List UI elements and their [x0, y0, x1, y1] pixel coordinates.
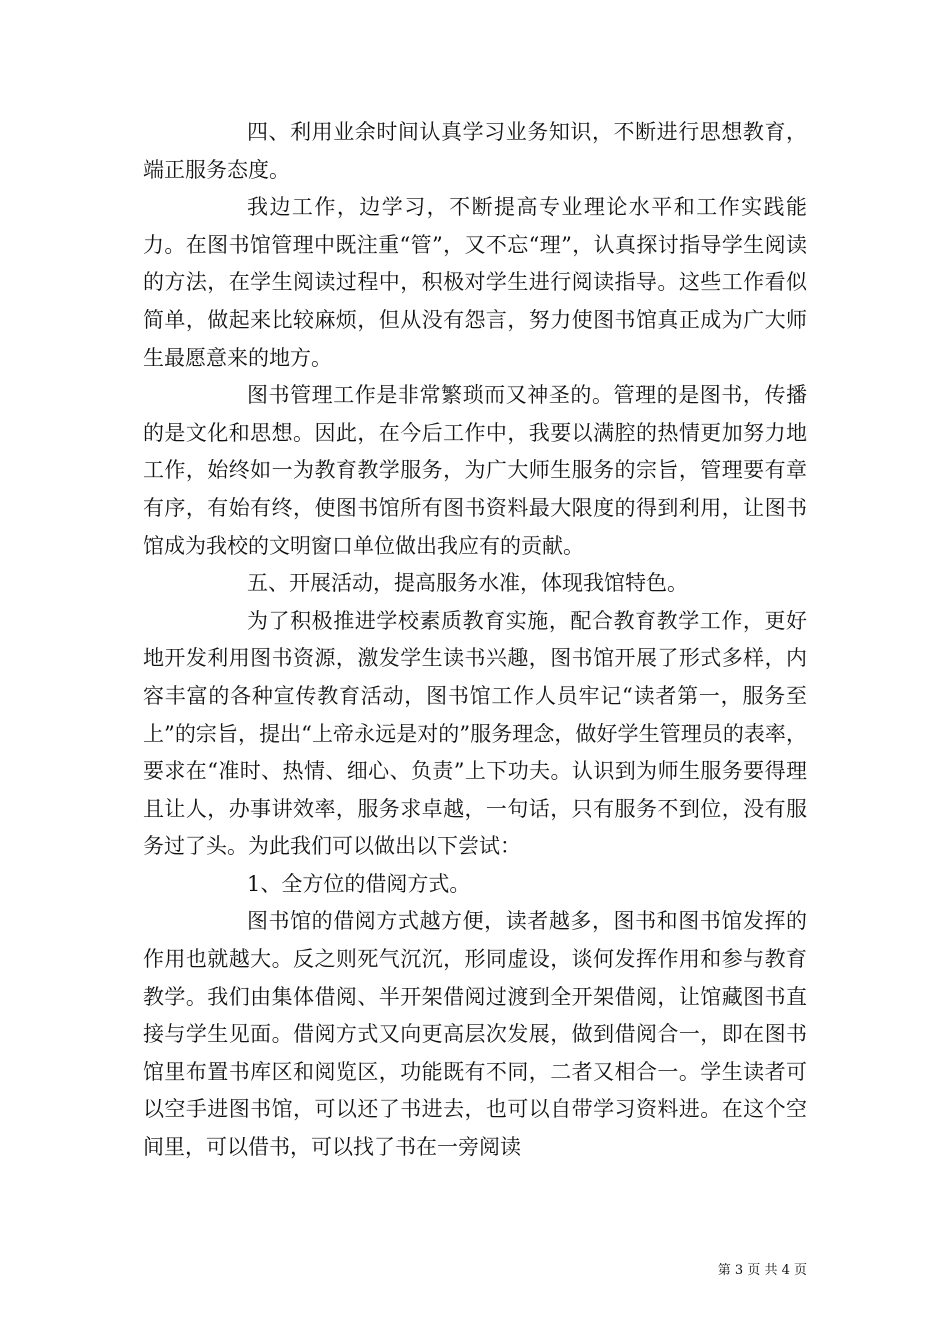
paragraph-library-management-work: 图书管理工作是非常繁琐而又神圣的。管理的是图书，传播的是文化和思想。因此，在今后工作中，我要以满腔的热情更加努力地工作，始终如一为教育教学服务，为广大师生服务的宗旨，管理要有章有序，有始有终，使图书馆所有图书资料最大限度的得到利用，让图书馆成为我校的文明窗口单位做出我应有的贡献。	[143, 383, 807, 558]
paragraph-section-five-heading: 五、开展活动，提高服务水准，体现我馆特色。	[247, 571, 688, 596]
paragraph-study-while-working: 我边工作，边学习，不断提高专业理论水平和工作实践能力。在图书馆管理中既注重“管”，又不忘“理”，认真探讨指导学生阅读的方法，在学生阅读过程中，积极对学生进行阅读指导。这些工作看似简单，做起来比较麻烦，但从没有怨言，努力使图书馆真正成为广大师生最愿意来的地方。	[143, 195, 807, 370]
page-number-footer: 第 3 页 共 4 页	[717, 1263, 807, 1278]
paragraph-borrowing-methods: 图书馆的借阅方式越方便，读者越多，图书和图书馆发挥的作用也就越大。反之则死气沉沉，形同虚设，谈何发挥作用和参与教育教学。我们由集体借阅、半开架借阅过渡到全开架借阅，让馆藏图书直接与学生见面。借阅方式又向更高层次发展，做到借阅合一，即在图书馆里布置书库区和阅览区，功能既有不同，二者又相合一。学生读者可以空手进图书馆，可以还了书进去，也可以自带学习资料进。在这个空间里，可以借书，可以找了书在一旁阅读	[143, 909, 807, 1160]
paragraph-item-one-heading: 1、全方位的借阅方式。	[247, 871, 471, 896]
document-body	[143, 114, 807, 1167]
paragraph-section-four-heading: 四、利用业余时间认真学习业务知识，不断进行思想教育，端正服务态度。	[143, 120, 807, 182]
paragraph-promote-quality-education: 为了积极推进学校素质教育实施，配合教育教学工作，更好地开发利用图书资源，激发学生读书兴趣，图书馆开展了形式多样，内容丰富的各种宣传教育活动，图书馆工作人员牢记“读者第一，服务至上”的宗旨，提出“上帝永远是对的”服务理念，做好学生管理员的表率，要求在“准时、热情、细心、负责”上下功夫。认识到为师生服务要得理且让人，办事讲效率，服务求卓越，一句话，只有服务不到位，没有服务过了头。为此我们可以做出以下尝试：	[143, 608, 807, 859]
